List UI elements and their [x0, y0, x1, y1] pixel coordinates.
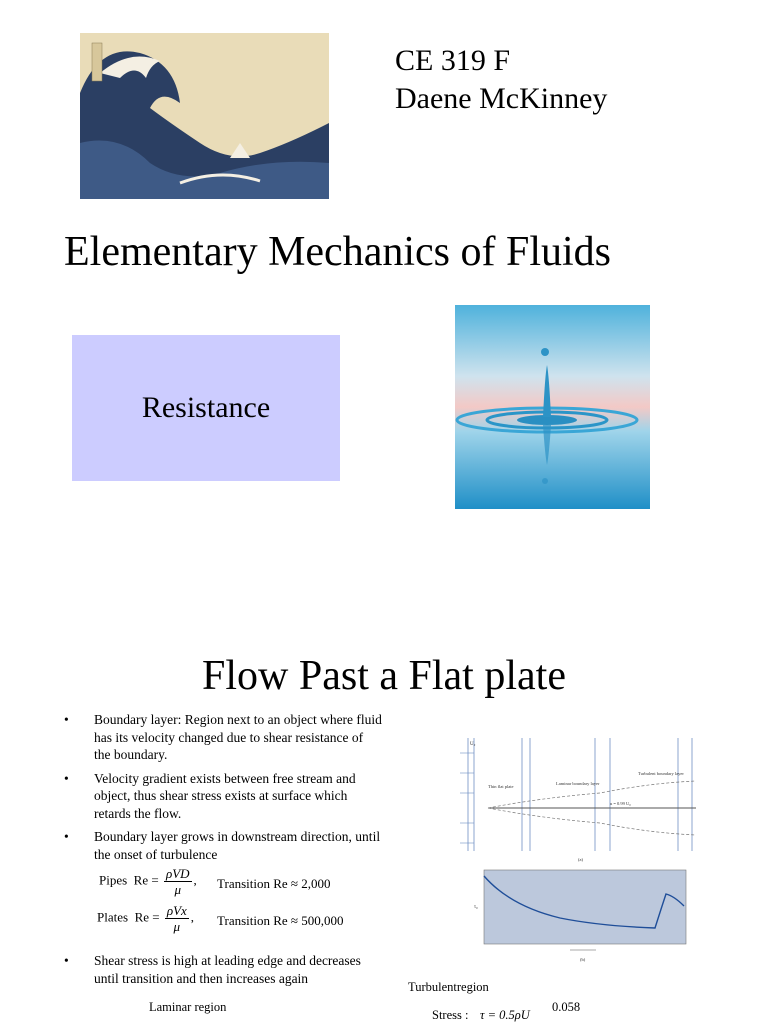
slide-title-flat-plate: Flow Past a Flat plate: [202, 653, 566, 699]
stress-label: Stress :: [432, 1008, 469, 1022]
diagram-laminar-label: Laminar boundary layer: [556, 781, 600, 786]
list-item: • Velocity gradient exists between free stream and object, thus shear stress exists at surface which retards the flow.: [64, 770, 356, 821]
pipes-transition: Transition Re ≈ 2,000: [217, 876, 331, 891]
chart-caption-b: (b): [580, 957, 586, 962]
slide-title: Elementary Mechanics of Fluids: [64, 229, 612, 275]
diagram-turbulent-label: Turbulent boundary layer: [638, 771, 684, 776]
stress-numerator: 0.058: [552, 1000, 581, 1014]
stress-equation: τ = 0.5ρU: [480, 1008, 530, 1022]
diagram-plate-label: Thin flat plate: [488, 784, 514, 789]
pipes-equation: Pipes Re = $\frac{\text{ρVD}}{\mu}$ ,: [99, 866, 197, 897]
author-name: Daene McKinney: [395, 82, 608, 115]
plates-transition: Transition Re ≈ 500,000: [217, 913, 344, 928]
shear-stress-chart: [470, 866, 692, 964]
diagram-caption-a: (a): [578, 857, 583, 862]
diagram-delta-label: u = 0.99 U₀: [610, 801, 631, 806]
turbulent-region-label: Turbulentregion: [408, 980, 489, 994]
list-item: • Boundary layer: Region next to an object where fluid has its velocity changed due to shear resistance of the boundary.: [64, 712, 382, 762]
plates-equation: Plates Re = $\frac{\text{ρVx}}{\mu}$ ,: [97, 903, 195, 934]
list-item: • Boundary layer grows in downstream direction, until the onset of turbulence: [64, 829, 381, 862]
topic-box: [72, 335, 340, 481]
water-drop-image: [455, 305, 650, 509]
great-wave-image: [80, 33, 329, 199]
diagram-u0-label: U₀: [470, 742, 476, 747]
topic-label: Resistance: [141, 391, 271, 424]
course-code: CE 319 F: [395, 44, 511, 77]
laminar-region-label: Laminar region: [149, 1000, 227, 1014]
boundary-layer-diagram: [460, 733, 698, 863]
chart-axis-label: τ₀: [474, 905, 478, 910]
list-item: • Shear stress is high at leading edge and decreases until transition and then increases again: [64, 953, 361, 986]
bullet-list: [62, 711, 382, 869]
